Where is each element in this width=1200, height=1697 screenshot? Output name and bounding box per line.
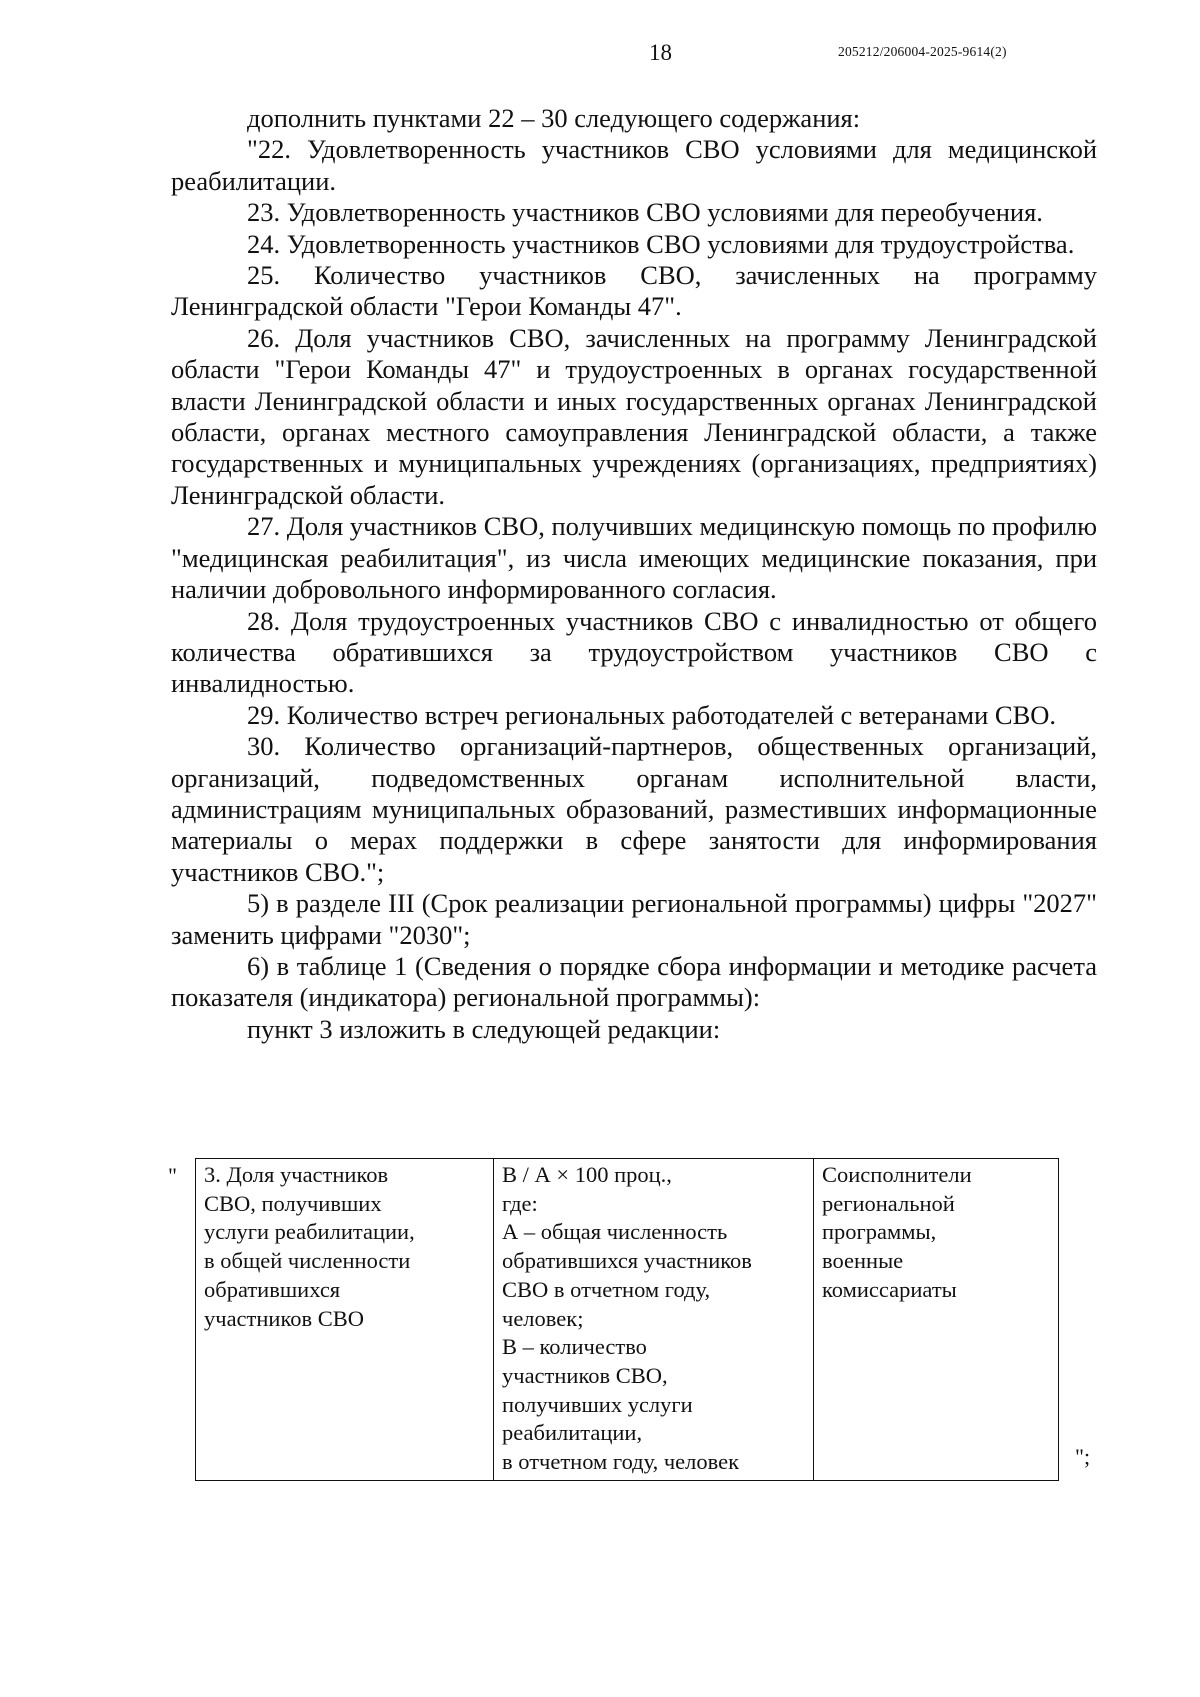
- cell-line: СВО в отчетном году,: [502, 1276, 711, 1302]
- cell-line: участников СВО,: [502, 1362, 668, 1388]
- cell-line: реабилитации,: [502, 1420, 643, 1446]
- cell-line: программы,: [822, 1219, 937, 1245]
- cell-line: в общей численности: [204, 1248, 411, 1274]
- document-id: 205212/206004-2025-9614(2): [838, 44, 1007, 59]
- cell-line: в отчетном году, человек: [502, 1449, 740, 1475]
- cell-line: В / А × 100 проц.,: [502, 1162, 672, 1187]
- paragraph-section-5: 5) в разделе III (Срок реализации региональной программы) цифры "2027" заменить цифрами "2030";: [171, 888, 1097, 950]
- paragraph-item-25: 25. Количество участников СВО, зачисленных на программу Ленинградской области "Герои Команды 47".: [171, 260, 1097, 322]
- cell-line: обратившихся участников: [502, 1248, 752, 1274]
- table-open-quote: ": [168, 1163, 177, 1188]
- cell-line: где:: [502, 1190, 538, 1216]
- table-close-quote: ";: [1075, 1444, 1091, 1469]
- paragraph-item-27: 27. Доля участников СВО, получивших медицинскую помощь по профилю "медицинская реабилитация", из числа имеющих медицинские показания, при наличии добровольного информированного согласия.: [171, 511, 1098, 605]
- cell-line: региональной: [822, 1190, 955, 1216]
- cell-line: В – количество: [502, 1334, 647, 1360]
- cell-line: комиссариаты: [822, 1276, 957, 1302]
- paragraph-item-23: 23. Удовлетворенность участников СВО условиями для переобучения.: [247, 197, 1043, 228]
- cell-line: участников СВО: [204, 1305, 365, 1331]
- cell-line: человек;: [502, 1305, 584, 1331]
- paragraph-item-26: 26. Доля участников СВО, зачисленных на программу Ленинградской области "Герои Команды 47" и трудоустроенных в органах государственной власти Ленинградской области и иных государственных органах Ленинградской области, органах местного самоуправления Ленинградской области, а также государственных и муниципальных учреждениях (организациях, предприятиях) Ленинградской области.: [171, 322, 1097, 510]
- document-body: [171, 103, 1097, 1045]
- paragraph-item-24: 24. Удовлетворенность участников СВО условиями для трудоустройства.: [247, 228, 1075, 259]
- paragraph-intro: дополнить пунктами 22 – 30 следующего содержания:: [247, 103, 861, 133]
- paragraph-point-3: пункт 3 изложить в следующей редакции:: [247, 1013, 721, 1044]
- cell-line: СВО, получивших: [204, 1190, 382, 1216]
- cell-line: военные: [822, 1248, 904, 1274]
- cell-line: 3. Доля участников: [204, 1162, 389, 1187]
- cell-line: А – общая численность: [502, 1219, 728, 1245]
- cell-line: обратившихся: [204, 1276, 341, 1302]
- paragraph-item-30: 30. Количество организаций-партнеров, общественных организаций, организаций, подведомственных органам исполнительной власти, администрациям муниципальных образований, разместивших информационные материалы о мерах поддержки в сфере занятости для информирования участников СВО.";: [171, 731, 1097, 887]
- paragraph-item-29: 29. Количество встреч региональных работодателей с ветеранами СВО.: [247, 699, 1057, 730]
- cell-line: услуги реабилитации,: [204, 1219, 415, 1245]
- table-row: [196, 1159, 1059, 1481]
- responsible-cell: [814, 1159, 1059, 1481]
- paragraph-item-22: "22. Удовлетворенность участников СВО условиями для медицинской реабилитации.: [171, 134, 1097, 196]
- page-number: 18: [649, 40, 672, 65]
- cell-line: получивших услуги: [502, 1391, 693, 1417]
- indicator-table: [195, 1158, 1059, 1481]
- cell-line: Соисполнители: [822, 1162, 972, 1187]
- indicator-cell: [196, 1159, 494, 1481]
- paragraph-section-6: 6) в таблице 1 (Сведения о порядке сбора информации и методике расчета показателя (индикатора) региональной программы):: [171, 950, 1097, 1013]
- formula-cell: [494, 1159, 814, 1481]
- paragraph-item-28: 28. Доля трудоустроенных участников СВО с инвалидностью от общего количества обратившихся за трудоустройством участников СВО с инвалидностью.: [171, 605, 1097, 699]
